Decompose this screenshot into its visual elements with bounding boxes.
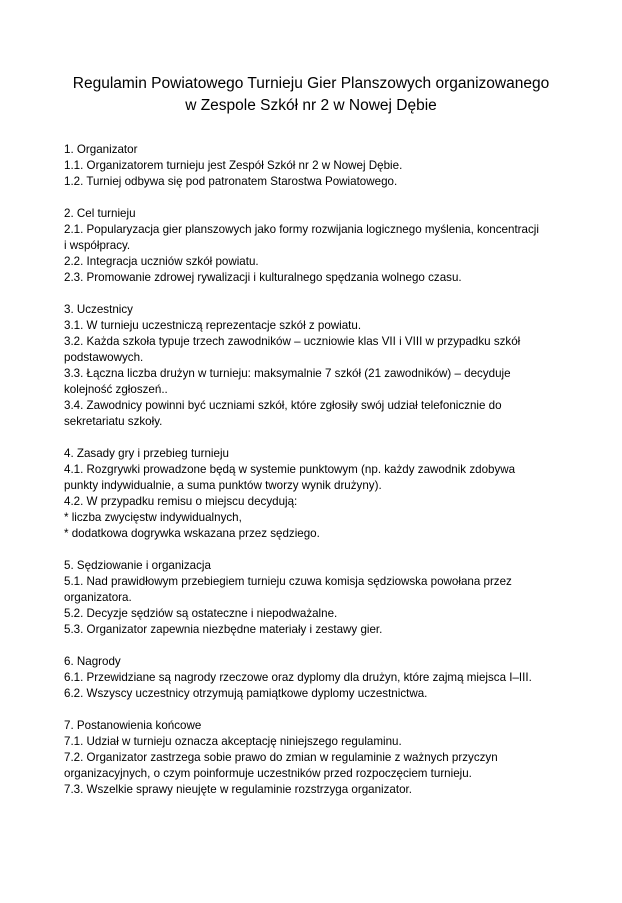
title-line-2: w Zespole Szkół nr 2 w Nowej Dębie [185,97,437,114]
document-body [64,142,564,814]
paragraph-line: 3.4. Zawodnicy powinni być uczniami szkół, które zgłosiły swój udział telefonicznie do [64,399,502,412]
paragraph-line: 7.1. Udział w turnieju oznacza akceptację niniejszego regulaminu. [64,735,402,748]
section-heading: 4. Zasady gry i przebieg turnieju [64,447,229,460]
paragraph-line: i współpracy. [64,239,131,252]
document-title [40,73,582,117]
section-heading: 5. Sędziowanie i organizacja [64,559,211,572]
paragraph-line: 4.2. W przypadku remisu o miejscu decydują: [64,495,298,508]
paragraph-line: kolejność zgłoszeń.. [64,383,168,396]
section-rules [64,446,564,542]
paragraph-line: 2.2. Integracja uczniów szkół powiatu. [64,255,259,268]
paragraph-line: 7.2. Organizator zastrzega sobie prawo do zmian w regulaminie z ważnych przyczyn [64,751,498,764]
section-heading: 6. Nagrody [64,655,121,668]
paragraph-line: 1.2. Turniej odbywa się pod patronatem Starostwa Powiatowego. [64,175,398,188]
section-goal [64,206,564,286]
section-heading: 2. Cel turnieju [64,207,136,220]
paragraph-line: 6.1. Przewidziane są nagrody rzeczowe oraz dyplomy dla drużyn, które zajmą miejsca I–III. [64,671,532,684]
section-participants [64,302,564,430]
section-judging [64,558,564,638]
paragraph-line: 3.1. W turnieju uczestniczą reprezentacje szkół z powiatu. [64,319,362,332]
paragraph-line: 3.3. Łączna liczba drużyn w turnieju: maksymalnie 7 szkół (21 zawodników) – decyduje [64,367,511,380]
paragraph-line: * liczba zwycięstw indywidualnych, [64,511,242,524]
section-heading: 3. Uczestnicy [64,303,133,316]
section-heading: 1. Organizator [64,143,138,156]
paragraph-line: 2.3. Promowanie zdrowej rywalizacji i kulturalnego spędzania wolnego czasu. [64,271,462,284]
paragraph-line: 3.2. Każda szkoła typuje trzech zawodników – uczniowie klas VII i VIII w przypadku szkół [64,335,521,348]
paragraph-line: 2.1. Popularyzacja gier planszowych jako formy rozwijania logicznego myślenia, koncentracji [64,223,539,236]
paragraph-line: 5.2. Decyzje sędziów są ostateczne i niepodważalne. [64,607,338,620]
paragraph-line: 6.2. Wszyscy uczestnicy otrzymują pamiątkowe dyplomy uczestnictwa. [64,687,428,700]
section-final-provisions [64,718,564,798]
paragraph-line: sekretariatu szkoły. [64,415,163,428]
paragraph-line: 5.3. Organizator zapewnia niezbędne materiały i zestawy gier. [64,623,383,636]
paragraph-line: organizatora. [64,591,132,604]
title-line-1: Regulamin Powiatowego Turnieju Gier Planszowych organizowanego [72,75,550,92]
paragraph-line: 1.1. Organizatorem turnieju jest Zespół Szkół nr 2 w Nowej Dębie. [64,159,403,172]
paragraph-line: punkty indywidualnie, a suma punktów tworzy wynik drużyny). [64,479,382,492]
section-organizer [64,142,564,190]
paragraph-line: podstawowych. [64,351,144,364]
paragraph-line: 4.1. Rozgrywki prowadzone będą w systemie punktowym (np. każdy zawodnik zdobywa [64,463,516,476]
section-heading: 7. Postanowienia końcowe [64,719,202,732]
paragraph-line: 7.3. Wszelkie sprawy nieujęte w regulaminie rozstrzyga organizator. [64,783,412,796]
section-prizes [64,654,564,702]
paragraph-line: * dodatkowa dogrywka wskazana przez sędziego. [64,527,320,540]
paragraph-line: organizacyjnych, o czym poinformuje uczestników przed rozpoczęciem turnieju. [64,767,472,780]
paragraph-line: 5.1. Nad prawidłowym przebiegiem turnieju czuwa komisja sędziowska powołana przez [64,575,512,588]
